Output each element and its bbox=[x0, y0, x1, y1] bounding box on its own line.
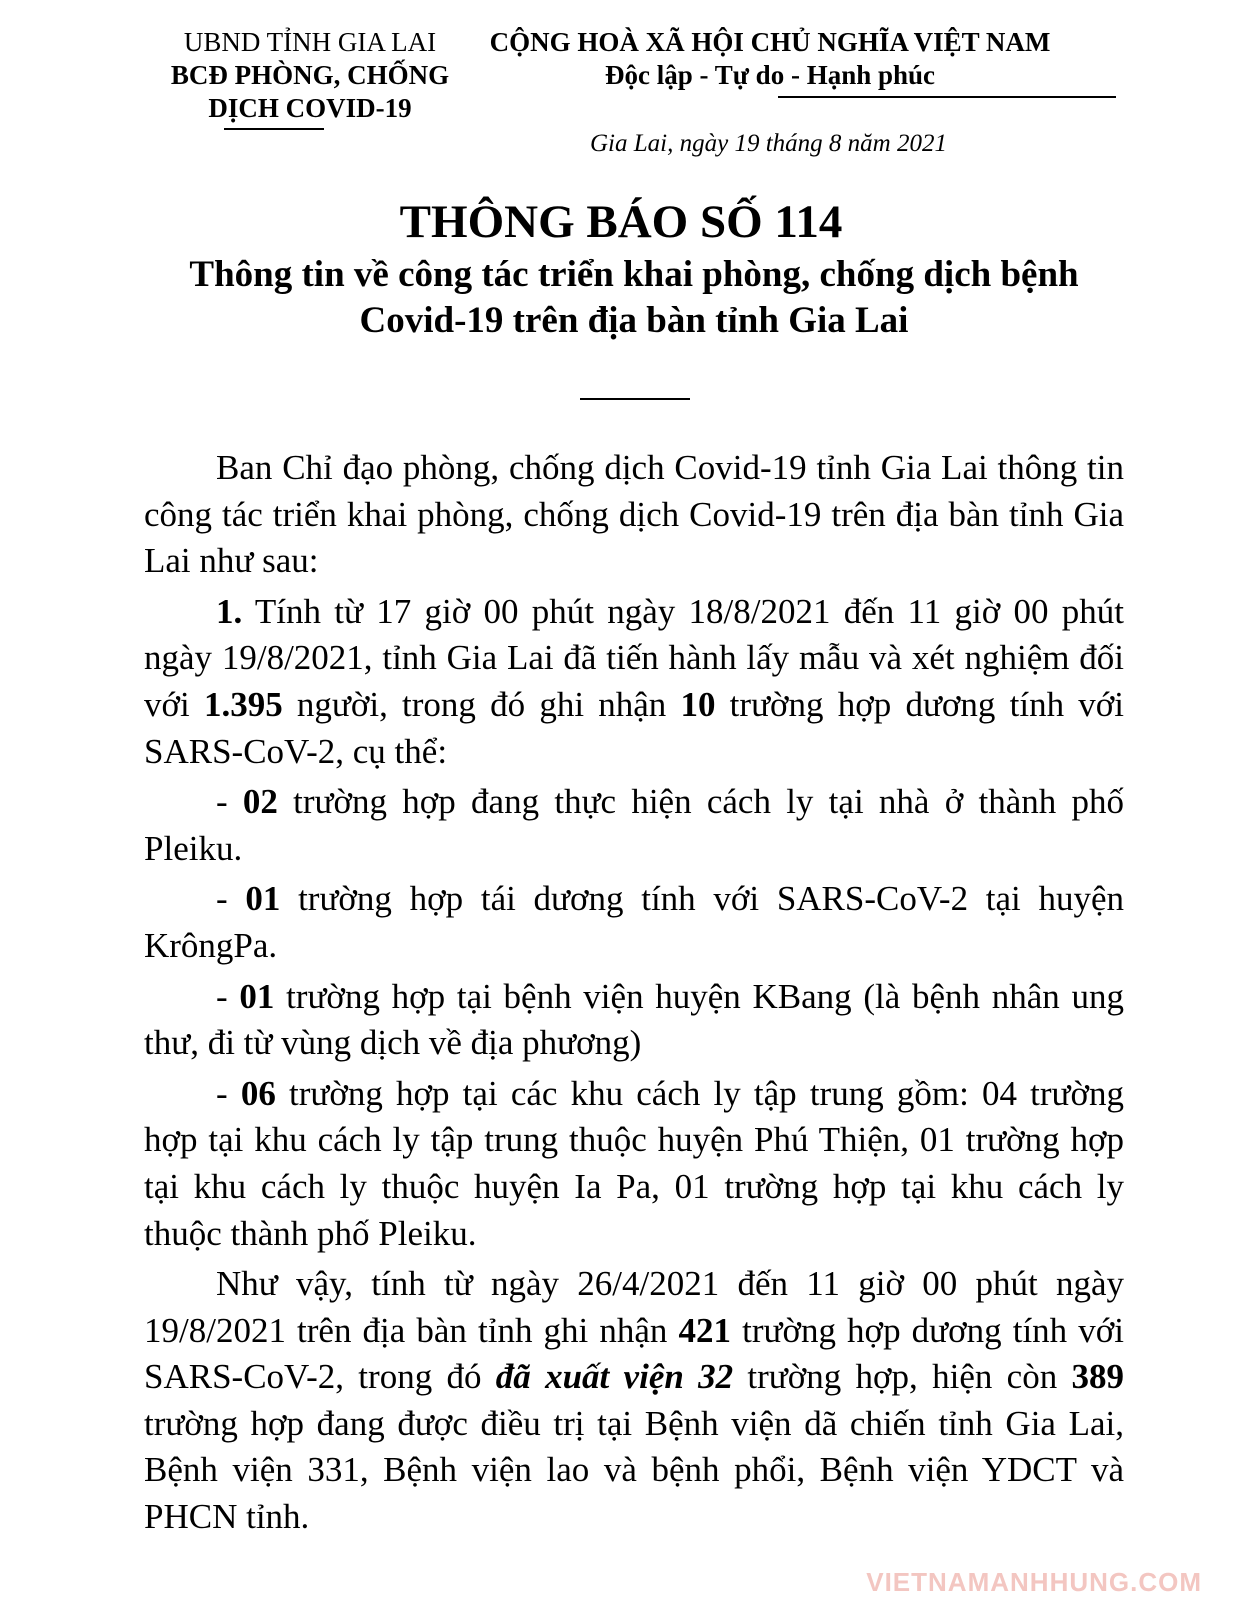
bullet-2-text: trường hợp tái dương tính với SARS-CoV-2 tại huyện KrôngPa. bbox=[144, 879, 1125, 965]
bullet-3 bbox=[144, 974, 1124, 1067]
bullet-2-count: 01 bbox=[245, 879, 281, 919]
bullet-4-count: 06 bbox=[240, 1073, 276, 1113]
agency-underline bbox=[224, 128, 324, 130]
item-1-paragraph bbox=[144, 589, 1124, 775]
bullet-1 bbox=[144, 779, 1124, 872]
item-1-text-c: trường hợp dương tính với SARS-CoV-2, cụ thể: bbox=[144, 684, 1125, 771]
bullet-1-text: trường hợp đang thực hiện cách ly tại nhà ở thành phố Pleiku. bbox=[144, 782, 1124, 868]
positive-count: 10 bbox=[680, 684, 716, 724]
bullet-1-count: 02 bbox=[242, 782, 278, 822]
national-header bbox=[470, 26, 1070, 92]
treating-count: 389 bbox=[1071, 1357, 1124, 1397]
issue-date: Gia Lai, ngày 19 tháng 8 năm 2021 bbox=[590, 130, 947, 157]
bullet-2 bbox=[144, 876, 1124, 969]
bullet-3-dash: - bbox=[216, 976, 240, 1016]
bullet-3-count: 01 bbox=[239, 976, 275, 1016]
summary-text-a: Như vậy, tính từ ngày 26/4/2021 đến 11 giờ 00 phút ngày 19/8/2021 trên địa bàn tỉnh ghi nhận bbox=[144, 1264, 1124, 1350]
motto: Độc lập - Tự do - Hạnh phúc bbox=[604, 60, 936, 90]
discharged-count: đã xuất viện 32 bbox=[495, 1357, 734, 1397]
tested-count: 1.395 bbox=[203, 684, 283, 724]
agency-line-3: DỊCH COVID-19 bbox=[208, 93, 412, 123]
summary-paragraph bbox=[144, 1261, 1124, 1541]
document-body bbox=[144, 445, 1124, 1545]
title-underline bbox=[580, 398, 690, 400]
summary-text-b: trường hợp dương tính với SARS-CoV-2, trong đó bbox=[144, 1310, 1124, 1397]
item-1-text-b: người, trong đó ghi nhận bbox=[282, 684, 681, 724]
motto-underline bbox=[778, 96, 1116, 98]
document-subtitle: Thông tin về công tác triển khai phòng, chống dịch bệnh Covid-19 trên địa bàn tỉnh Gia Lai bbox=[189, 254, 1079, 341]
nation-name: CỘNG HOÀ XÃ HỘI CHỦ NGHĨA VIỆT NAM bbox=[489, 27, 1051, 57]
item-1-number: 1. bbox=[216, 591, 243, 631]
summary-text-c: trường hợp, hiện còn bbox=[733, 1357, 1072, 1397]
bullet-4-text: trường hợp tại các khu cách ly tập trung gồm: 04 trường hợp tại khu cách ly tập trung thuộc huyện Phú Thiện, 01 trường hợp tại khu cách ly thuộc huyện Ia Pa, 01 trường hợp tại khu cách ly thuộc thành phố Pleiku. bbox=[144, 1073, 1124, 1253]
bullet-4 bbox=[144, 1071, 1124, 1257]
agency-line-1: UBND TỈNH GIA LAI bbox=[183, 27, 437, 57]
document-title: THÔNG BÁO SỐ 114 bbox=[399, 196, 843, 248]
bullet-4-dash: - bbox=[216, 1073, 241, 1113]
watermark: VIETNAMANHHUNG.COM bbox=[866, 1567, 1202, 1597]
intro-paragraph: Ban Chỉ đạo phòng, chống dịch Covid-19 tỉnh Gia Lai thông tin công tác triển khai phòng, chống dịch Covid-19 trên địa bàn tỉnh Gia Lai như sau: bbox=[144, 448, 1124, 581]
total-cases: 421 bbox=[678, 1310, 732, 1350]
bullet-1-dash: - bbox=[216, 782, 243, 822]
bullet-3-text: trường hợp tại bệnh viện huyện KBang (là bệnh nhân ung thư, đi từ vùng dịch về địa phương) bbox=[144, 976, 1124, 1063]
bullet-2-dash: - bbox=[216, 879, 246, 919]
summary-text-d: trường hợp đang được điều trị tại Bệnh viện dã chiến tỉnh Gia Lai, Bệnh viện 331, Bệnh viện lao và bệnh phổi, Bệnh viện YDCT và PHCN tỉnh. bbox=[144, 1403, 1124, 1537]
item-1-text-a: Tính từ 17 giờ 00 phút ngày 18/8/2021 đến 11 giờ 00 phút ngày 19/8/2021, tỉnh Gia Lai đã tiến hành lấy mẫu và xét nghiệm đối với bbox=[144, 591, 1124, 724]
issuing-agency bbox=[150, 26, 470, 125]
agency-line-2: BCĐ PHÒNG, CHỐNG bbox=[170, 60, 450, 90]
